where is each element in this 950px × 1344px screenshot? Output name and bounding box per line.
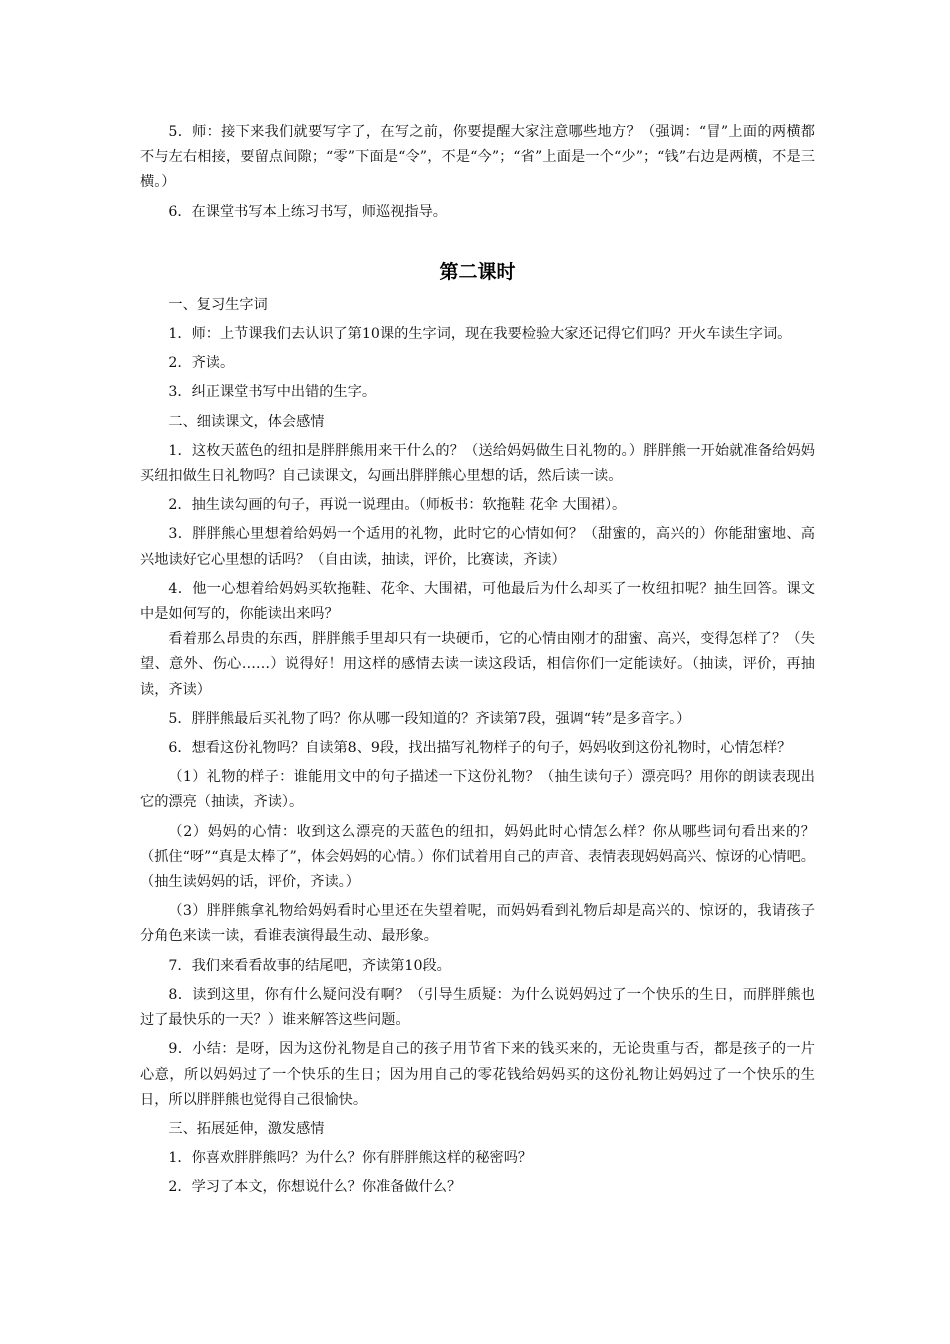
- list-item: 3．胖胖熊心里想着给妈妈一个适用的礼物，此时它的心情如何？（甜蜜的，高兴的）你能甜蜜地、高兴地读好它心里想的话吗？（自由读，抽读，评价，比赛读，齐读）: [140, 526, 815, 568]
- list-item: 3．纠正课堂书写中出错的生字。: [168, 384, 377, 401]
- list-item: 6．想看这份礼物吗？自读第8、9段，找出描写礼物样子的句子，妈妈收到这份礼物时，心情怎样？: [168, 740, 792, 757]
- list-item: 7．我们来看看故事的结尾吧，齐读第10段。: [168, 957, 451, 974]
- list-item: 2．抽生读勾画的句子，再说一说理由。（师板书：软拖鞋 花伞 大围裙）。: [168, 497, 627, 514]
- list-item: 2．学习了本文，你想说什么？你准备做什么？: [168, 1179, 462, 1196]
- section-one-title: 一、复习生字词: [168, 296, 268, 313]
- list-item: 4．他一心想着给妈妈买软拖鞋、花伞、大围裙，可他最后为什么却买了一枚纽扣呢？抽生回答。课文中是如何写的，你能读出来吗？: [140, 580, 815, 623]
- section-three-title: 三、拓展延伸，激发感情: [168, 1120, 325, 1137]
- paragraph-writing-tips: 5．师：接下来我们就要写字了，在写之前，你要提醒大家注意哪些地方？（强调：“冒”上面的两横都不与左右相接，要留点间隙；“零”下面是“令”，不是“今”；“省”上面是一个“少”；“钱”右边是两横，不是三横。）: [140, 124, 815, 191]
- paragraph-practice: 6．在课堂书写本上练习书写，师巡视指导。: [168, 203, 447, 220]
- lesson-two-heading: 第二课时: [439, 260, 516, 283]
- list-item: 1．你喜欢胖胖熊吗？为什么？你有胖胖熊这样的秘密吗？: [168, 1150, 533, 1167]
- document-page: [140, 120, 815, 1201]
- list-item: 1．这枚天蓝色的纽扣是胖胖熊用来干什么的？（送给妈妈做生日礼物的。）胖胖熊一开始就准备给妈妈买纽扣做生日礼物吗？自己读课文，勾画出胖胖熊心里想的话，然后读一读。: [140, 442, 815, 485]
- list-item: 9．小结：是呀，因为这份礼物是自己的孩子用节省下来的钱买来的，无论贵重与否，都是孩子的一片心意，所以妈妈过了一个快乐的生日；因为用自己的零花钱给妈妈买的这份礼物让妈妈过了一个快乐的生日，所以胖胖熊也觉得自己很愉快。: [140, 1041, 815, 1108]
- list-item: 2．齐读。: [168, 355, 235, 372]
- section-two-title: 二、细读课文，体会感情: [168, 413, 325, 430]
- list-item: （3）胖胖熊拿礼物给妈妈看时心里还在失望着呢，而妈妈看到礼物后却是高兴的、惊讶的，我请孩子分角色来读一读，看谁表演得最生动、最形象。: [140, 903, 815, 945]
- list-item: 看着那么昂贵的东西，胖胖熊手里却只有一块硬币，它的心情由刚才的甜蜜、高兴，变得怎样了？（失望、意外、伤心……）说得好！用这样的感情去读一读这段话，相信你们一定能读好。（抽读，评价，再抽读，齐读）: [140, 631, 815, 698]
- list-item: 8．读到这里，你有什么疑问没有啊？（引导生质疑：为什么说妈妈过了一个快乐的生日，而胖胖熊也过了最快乐的一天？）谁来解答这些问题。: [140, 986, 815, 1029]
- list-item: （2）妈妈的心情：收到这么漂亮的天蓝色的纽扣，妈妈此时心情怎么样？你从哪些词句看出来的？（抓住“呀”“真是太棒了”，体会妈妈的心情。）你们试着用自己的声音、表情表现妈妈高兴、惊讶的心情吧。（抽生读妈妈的话，评价，齐读。）: [140, 823, 815, 891]
- list-item: （1）礼物的样子：谁能用文中的句子描述一下这份礼物？（抽生读句子）漂亮吗？用你的朗读表现出它的漂亮（抽读，齐读）。: [140, 769, 815, 811]
- list-item: 1．师：上节课我们去认识了第10课的生字词，现在我要检验大家还记得它们吗？开火车读生字词。: [168, 326, 792, 343]
- list-item: 5．胖胖熊最后买礼物了吗？你从哪一段知道的？齐读第7段，强调“转”是多音字。）: [168, 710, 691, 727]
